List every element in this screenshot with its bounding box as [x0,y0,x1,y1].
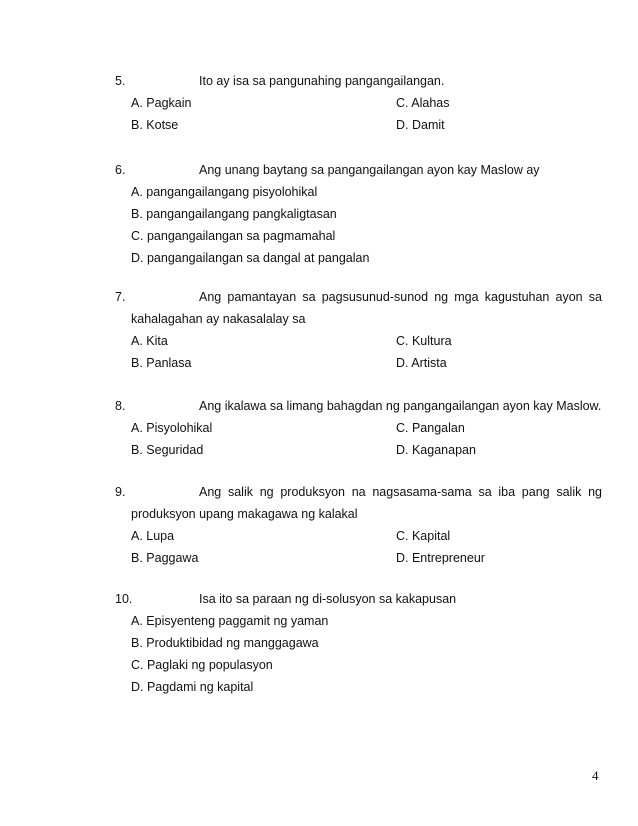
option-c: C. Kapital [396,529,451,543]
option-d: D. Pagdami ng kapital [131,680,254,694]
question-text: Ang ikalawa sa limang bahagdan ng pangangailangan ayon kay Maslow. [199,399,602,413]
question-text: Ito ay isa sa pangunahing pangangailangan. [199,74,445,88]
option-d: D. pangangailangan sa dangal at pangalan [131,251,370,265]
option-c: C. Paglaki ng populasyon [131,658,273,672]
option-a: A. Episyenteng paggamit ng yaman [131,614,329,628]
question-number: 8. [115,399,126,413]
option-row [0,330,638,352]
option-b: B. Produktibidad ng manggagawa [131,636,319,650]
option-row [0,352,638,374]
question-number: 10. [115,592,133,606]
option-c: C. Alahas [396,96,450,110]
option-a: A. pangangailangang pisyolohikal [131,185,318,199]
option-row [0,417,638,439]
option-b: B. Seguridad [131,443,204,457]
option-row [0,439,638,461]
question-number: 7. [115,290,126,304]
option-row [0,525,638,547]
option-a: A. Pagkain [131,96,192,110]
question-text-continuation: produksyon upang makagawa ng kalakal [131,507,358,521]
question-5 [0,70,638,136]
option-c: C. pangangailangan sa pagmamahal [131,229,336,243]
question-text: Ang pamantayan sa pagsusunud-sunod ng mga kagustuhan ayon sa [199,290,602,304]
option-row [0,92,638,114]
question-text: Ang unang baytang sa pangangailangan ayon kay Maslow ay [199,163,540,177]
option-d: D. Entrepreneur [396,551,485,565]
option-a: A. Kita [131,334,168,348]
option-a: A. Lupa [131,529,175,543]
option-d: D. Damit [396,118,445,132]
option-b: B. Paggawa [131,551,199,565]
option-c: C. Kultura [396,334,452,348]
question-number: 5. [115,74,126,88]
option-a: A. Pisyolohikal [131,421,213,435]
question-stem [0,588,638,610]
question-9 [0,481,638,569]
question-stem [0,286,638,308]
question-number: 9. [115,485,126,499]
option-d: D. Kaganapan [396,443,476,457]
question-8 [0,395,638,461]
option-b: B. Panlasa [131,356,192,370]
option-row [0,114,638,136]
question-stem [0,70,638,92]
question-text: Isa ito sa paraan ng di-solusyon sa kakapusan [199,592,457,606]
option-b: B. pangangailangang pangkaligtasan [131,207,337,221]
option-c: C. Pangalan [396,421,465,435]
question-number: 6. [115,163,126,177]
option-row [0,547,638,569]
question-7 [0,286,638,374]
question-stem [0,159,638,181]
question-text: Ang salik ng produksyon na nagsasama-sama sa iba pang salik ng [199,485,602,499]
page-number: 4 [592,768,599,783]
question-stem [0,395,638,417]
option-d: D. Artista [396,356,447,370]
question-10 [0,588,638,698]
question-6 [0,159,638,269]
question-stem [0,481,638,503]
option-b: B. Kotse [131,118,179,132]
question-text-continuation: kahalagahan ay nakasalalay sa [131,312,306,326]
